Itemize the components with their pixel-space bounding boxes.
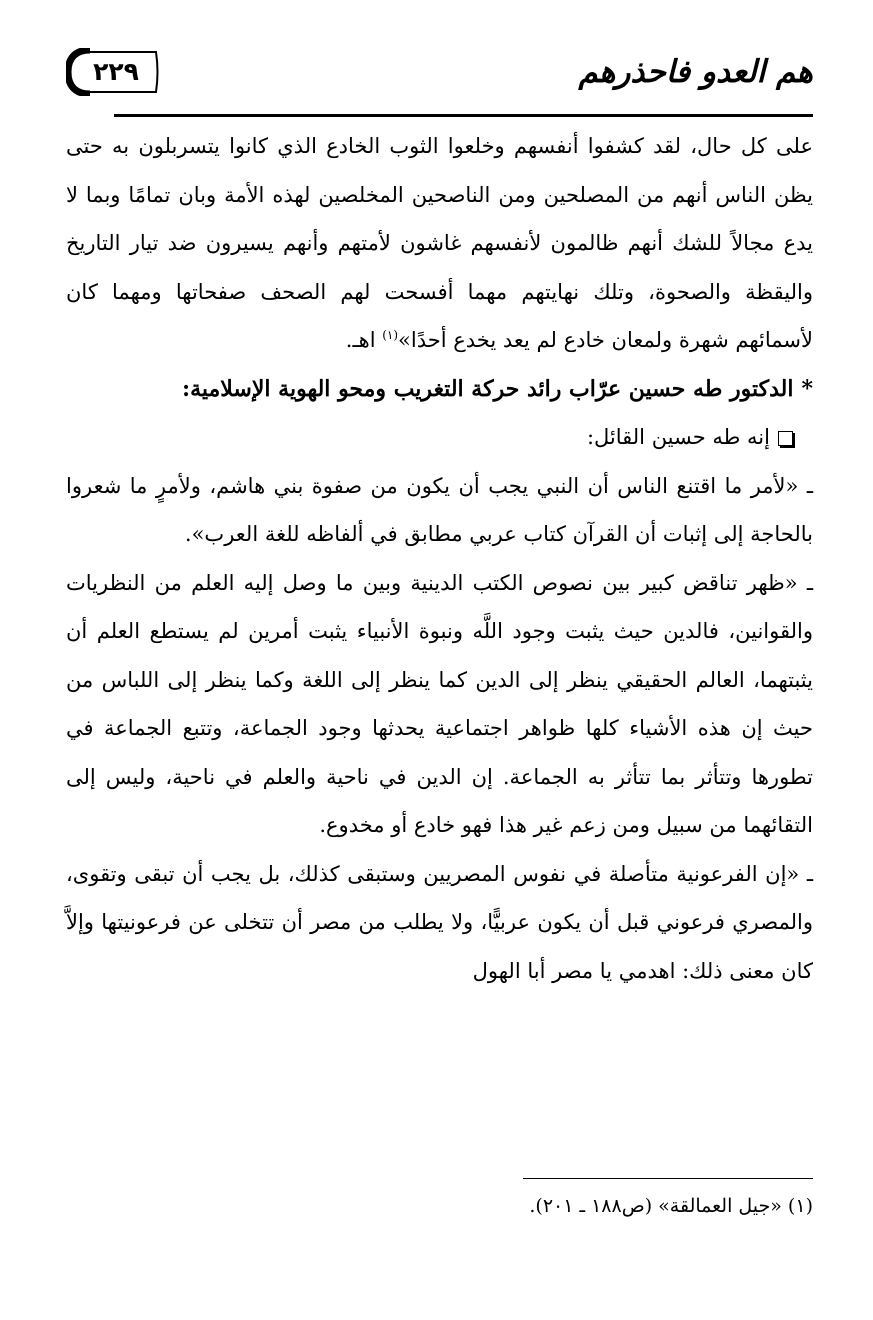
paragraph-text: على كل حال، لقد كشفوا أنفسهم وخلعوا الثوب الخادع الذي كانوا يتسربلون به حتى يظن الناس أنهم من المصلحين ومن الناصحين المخلصين لهذه الأمة وبان تمامًا وبما لا يدع مجالاً للشك أنهم ظالمون لأنفسهم غاشون لأمتهم وأنهم يسيرون ضد تيار التاريخ واليقظة والصحوة، وتلك نهايتهم مهما أفسحت لهم الصحف صفحاتها ومهما كان لأسمائهم شهرة ولمعان خادع لم يعد يخدع أحدًا» [66, 134, 813, 352]
sub-heading-text: إنه طه حسين القائل: [586, 425, 770, 449]
page-header [66, 40, 813, 120]
paragraph [66, 122, 813, 365]
sub-heading [66, 413, 813, 462]
footnote: (١) «جيل العمالقة» (ص١٨٨ ـ ٢٠١). [529, 1195, 813, 1217]
quote-paragraph: ـ «لأمر ما اقتنع الناس أن النبي يجب أن يكون من صفوة بني هاشم، ولأمرٍ ما شعروا بالحاجة إلى إثبات أن القرآن كتاب عربي مطابق في ألفاظه للغة العرب». [66, 473, 813, 546]
section-heading-text: الدكتور طه حسين عرّاب رائد حركة التغريب ومحو الهوية الإسلامية: [181, 375, 794, 402]
paragraph-end: اهـ. [345, 328, 383, 352]
quote-paragraph: ـ «ظهر تناقض كبير بين نصوص الكتب الدينية وبين ما وصل إليه العلم من النظريات والقوانين، فالدين حيث يثبت وجود اللَّه ونبوة الأنبياء يثبت أمرين لم يستطع العلم أن يثبتهما، العالم الحقيقي ينظر إلى الدين كما ينظر إلى اللغة وكما ينظر إلى اللباس من حيث إن هذه الأشياء كلها ظواهر اجتماعية يحدثها وجود الجماعة، وتتبع الجماعة في تطورها وتتأثر بما تتأثر به الجماعة. إن الدين في ناحية والعلم في ناحية، وليس إلى التقائهما من سبيل ومن زعم غير هذا فهو خادع أو مخدوع. [66, 570, 813, 837]
page-number: ٢٢٩ [93, 57, 139, 86]
header-rule [114, 114, 813, 117]
section-heading [66, 365, 813, 414]
quote-paragraph: ـ «إن الفرعونية متأصلة في نفوس المصريين وستبقى كذلك، بل يجب أن تبقى وتقوى، والمصري فرعوني قبل أن يكون عربيًّا، ولا يطلب من مصر أن تتخلى عن فرعونيتها وإلاَّ كان معنى ذلك: اهدمي يا مصر أبا الهول [66, 861, 813, 983]
page-body [66, 122, 813, 995]
square-bullet-icon [778, 431, 793, 446]
page-number-badge [66, 48, 160, 96]
running-title: هم العدو فاحذرهم [578, 54, 813, 90]
footnote-rule [523, 1178, 813, 1179]
star-marker: * [801, 375, 813, 402]
footnote-ref: (١) [382, 328, 399, 342]
